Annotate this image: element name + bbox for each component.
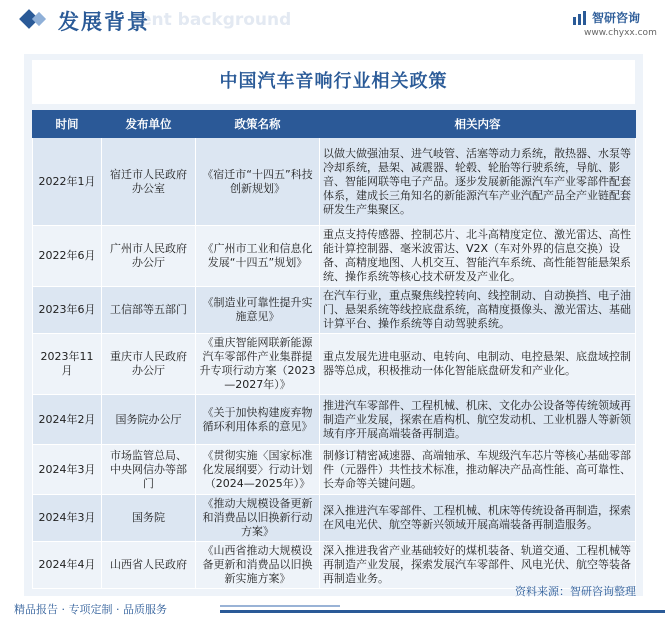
cell-issuer: 山西省人民政府 xyxy=(102,542,196,589)
table-row xyxy=(33,495,636,542)
policy-panel xyxy=(24,54,643,596)
table-row xyxy=(33,138,636,226)
page-header xyxy=(0,0,665,40)
brand-logo-icon xyxy=(573,11,587,25)
cell-issuer: 国务院 xyxy=(102,495,196,542)
cell-time: 2023年6月 xyxy=(33,287,102,334)
cell-policy: 《重庆智能网联新能源汽车零部件产业集群提升专项行动方案（2023—2027年）》 xyxy=(196,334,320,395)
table-title: 中国汽车音响行业相关政策 xyxy=(32,60,635,104)
footer-accent-line xyxy=(220,605,340,607)
cell-issuer: 广州市人民政府办公厅 xyxy=(102,226,196,287)
column-header-policy: 政策名称 xyxy=(196,111,320,138)
brand-url[interactable]: www.chyxx.com xyxy=(584,28,657,38)
cell-content: 以做大做强油泵、进气岐管、活塞等动力系统，散热器、水泵等冷却系统，悬架、减震器、轮毂、轮胎等行驶系统，导航、影音、智能网联等电子产品。逐步发展新能源汽车产业零部件配套体系，建成长三角知名的新能源汽车产业汽配产品全产业链配套研发生产集聚区。 xyxy=(320,138,636,226)
cell-content: 深入推进汽车零部件、工程机械、机床等传统设备再制造，探索在风电光伏、航空等新兴领域开展高端装备再制造服务。 xyxy=(320,495,636,542)
table-row xyxy=(33,334,636,395)
cell-policy: 《关于加快构建废弃物循环利用体系的意见》 xyxy=(196,395,320,445)
section-title: 发展背景 xyxy=(58,10,150,34)
cell-issuer: 宿迁市人民政府办公室 xyxy=(102,138,196,226)
table-row xyxy=(33,445,636,495)
cell-content: 在汽车行业，重点聚焦线控转向、线控制动、自动换挡、电子油门、悬架系统等线控底盘系统，高精度摄像头、激光雷达、基础计算平台、操作系统等自动驾驶系统。 xyxy=(320,287,636,334)
cell-time: 2024年2月 xyxy=(33,395,102,445)
data-source: 资料来源：智研咨询整理 xyxy=(515,585,636,598)
column-header-time: 时间 xyxy=(33,111,102,138)
policy-table xyxy=(32,110,636,589)
cell-policy: 《推动大规模设备更新和消费品以旧换新行动方案》 xyxy=(196,495,320,542)
cell-time: 2024年3月 xyxy=(33,445,102,495)
cell-policy: 《制造业可靠性提升实施意见》 xyxy=(196,287,320,334)
table-row xyxy=(33,542,636,589)
cell-time: 2024年3月 xyxy=(33,495,102,542)
table-row xyxy=(33,287,636,334)
cell-issuer: 工信部等五部门 xyxy=(102,287,196,334)
cell-policy: 《山西省推动大规模设备更新和消费品以旧换新实施方案》 xyxy=(196,542,320,589)
table-row xyxy=(33,395,636,445)
brand-name: 智研咨询 xyxy=(592,11,641,25)
cell-policy: 《广州市工业和信息化发展“十四五”规划》 xyxy=(196,226,320,287)
cell-content: 深入推进我省产业基础较好的煤机装备、轨道交通、工程机械等再制造产业发展，探索发展汽车零部件、风电光伏、航空等装备再制造业务。 xyxy=(320,542,636,589)
cell-policy: 《贯彻实施〈国家标准化发展纲要〉行动计划（2024—2025年）》 xyxy=(196,445,320,495)
column-header-issuer: 发布单位 xyxy=(102,111,196,138)
cell-time: 2022年1月 xyxy=(33,138,102,226)
cell-time: 2022年6月 xyxy=(33,226,102,287)
cell-time: 2023年11月 xyxy=(33,334,102,395)
column-header-content: 相关内容 xyxy=(320,111,636,138)
table-header-row xyxy=(33,111,636,138)
cell-content: 重点发展先进电驱动、电转向、电制动、电控悬架、底盘域控制器等总成，积极推动一体化智能底盘研发和产业化。 xyxy=(320,334,636,395)
cell-time: 2024年4月 xyxy=(33,542,102,589)
cell-issuer: 国务院办公厅 xyxy=(102,395,196,445)
cell-issuer: 重庆市人民政府办公厅 xyxy=(102,334,196,395)
table-row xyxy=(33,226,636,287)
cell-content: 重点支持传感器、控制芯片、北斗高精度定位、激光雷达、高性能计算控制器、毫米波雷达、V2X（车对外界的信息交换）设备、高精度地图、人机交互、智能汽车系统、高性能智能悬架系统、操作系统等核心技术研发及产业化。 xyxy=(320,226,636,287)
footer-tagline: 精品报告 · 专项定制 · 品质服务 xyxy=(14,603,167,616)
header-watermark: ent background xyxy=(140,10,292,30)
cell-policy: 《宿迁市“十四五”科技创新规划》 xyxy=(196,138,320,226)
footer-line xyxy=(220,610,665,613)
cell-content: 推进汽车零部件、工程机械、机床、文化办公设备等传统领域再制造产业发展，探索在盾构机、航空发动机、工业机器人等新领域有序开展高端装备再制造。 xyxy=(320,395,636,445)
cell-issuer: 市场监管总局、中央网信办等部门 xyxy=(102,445,196,495)
cell-content: 制修订精密减速器、高端轴承、车规级汽车芯片等核心基础零部件（元器件）共性技术标准，推动解决产品高性能、高可靠性、长寿命等关键问题。 xyxy=(320,445,636,495)
